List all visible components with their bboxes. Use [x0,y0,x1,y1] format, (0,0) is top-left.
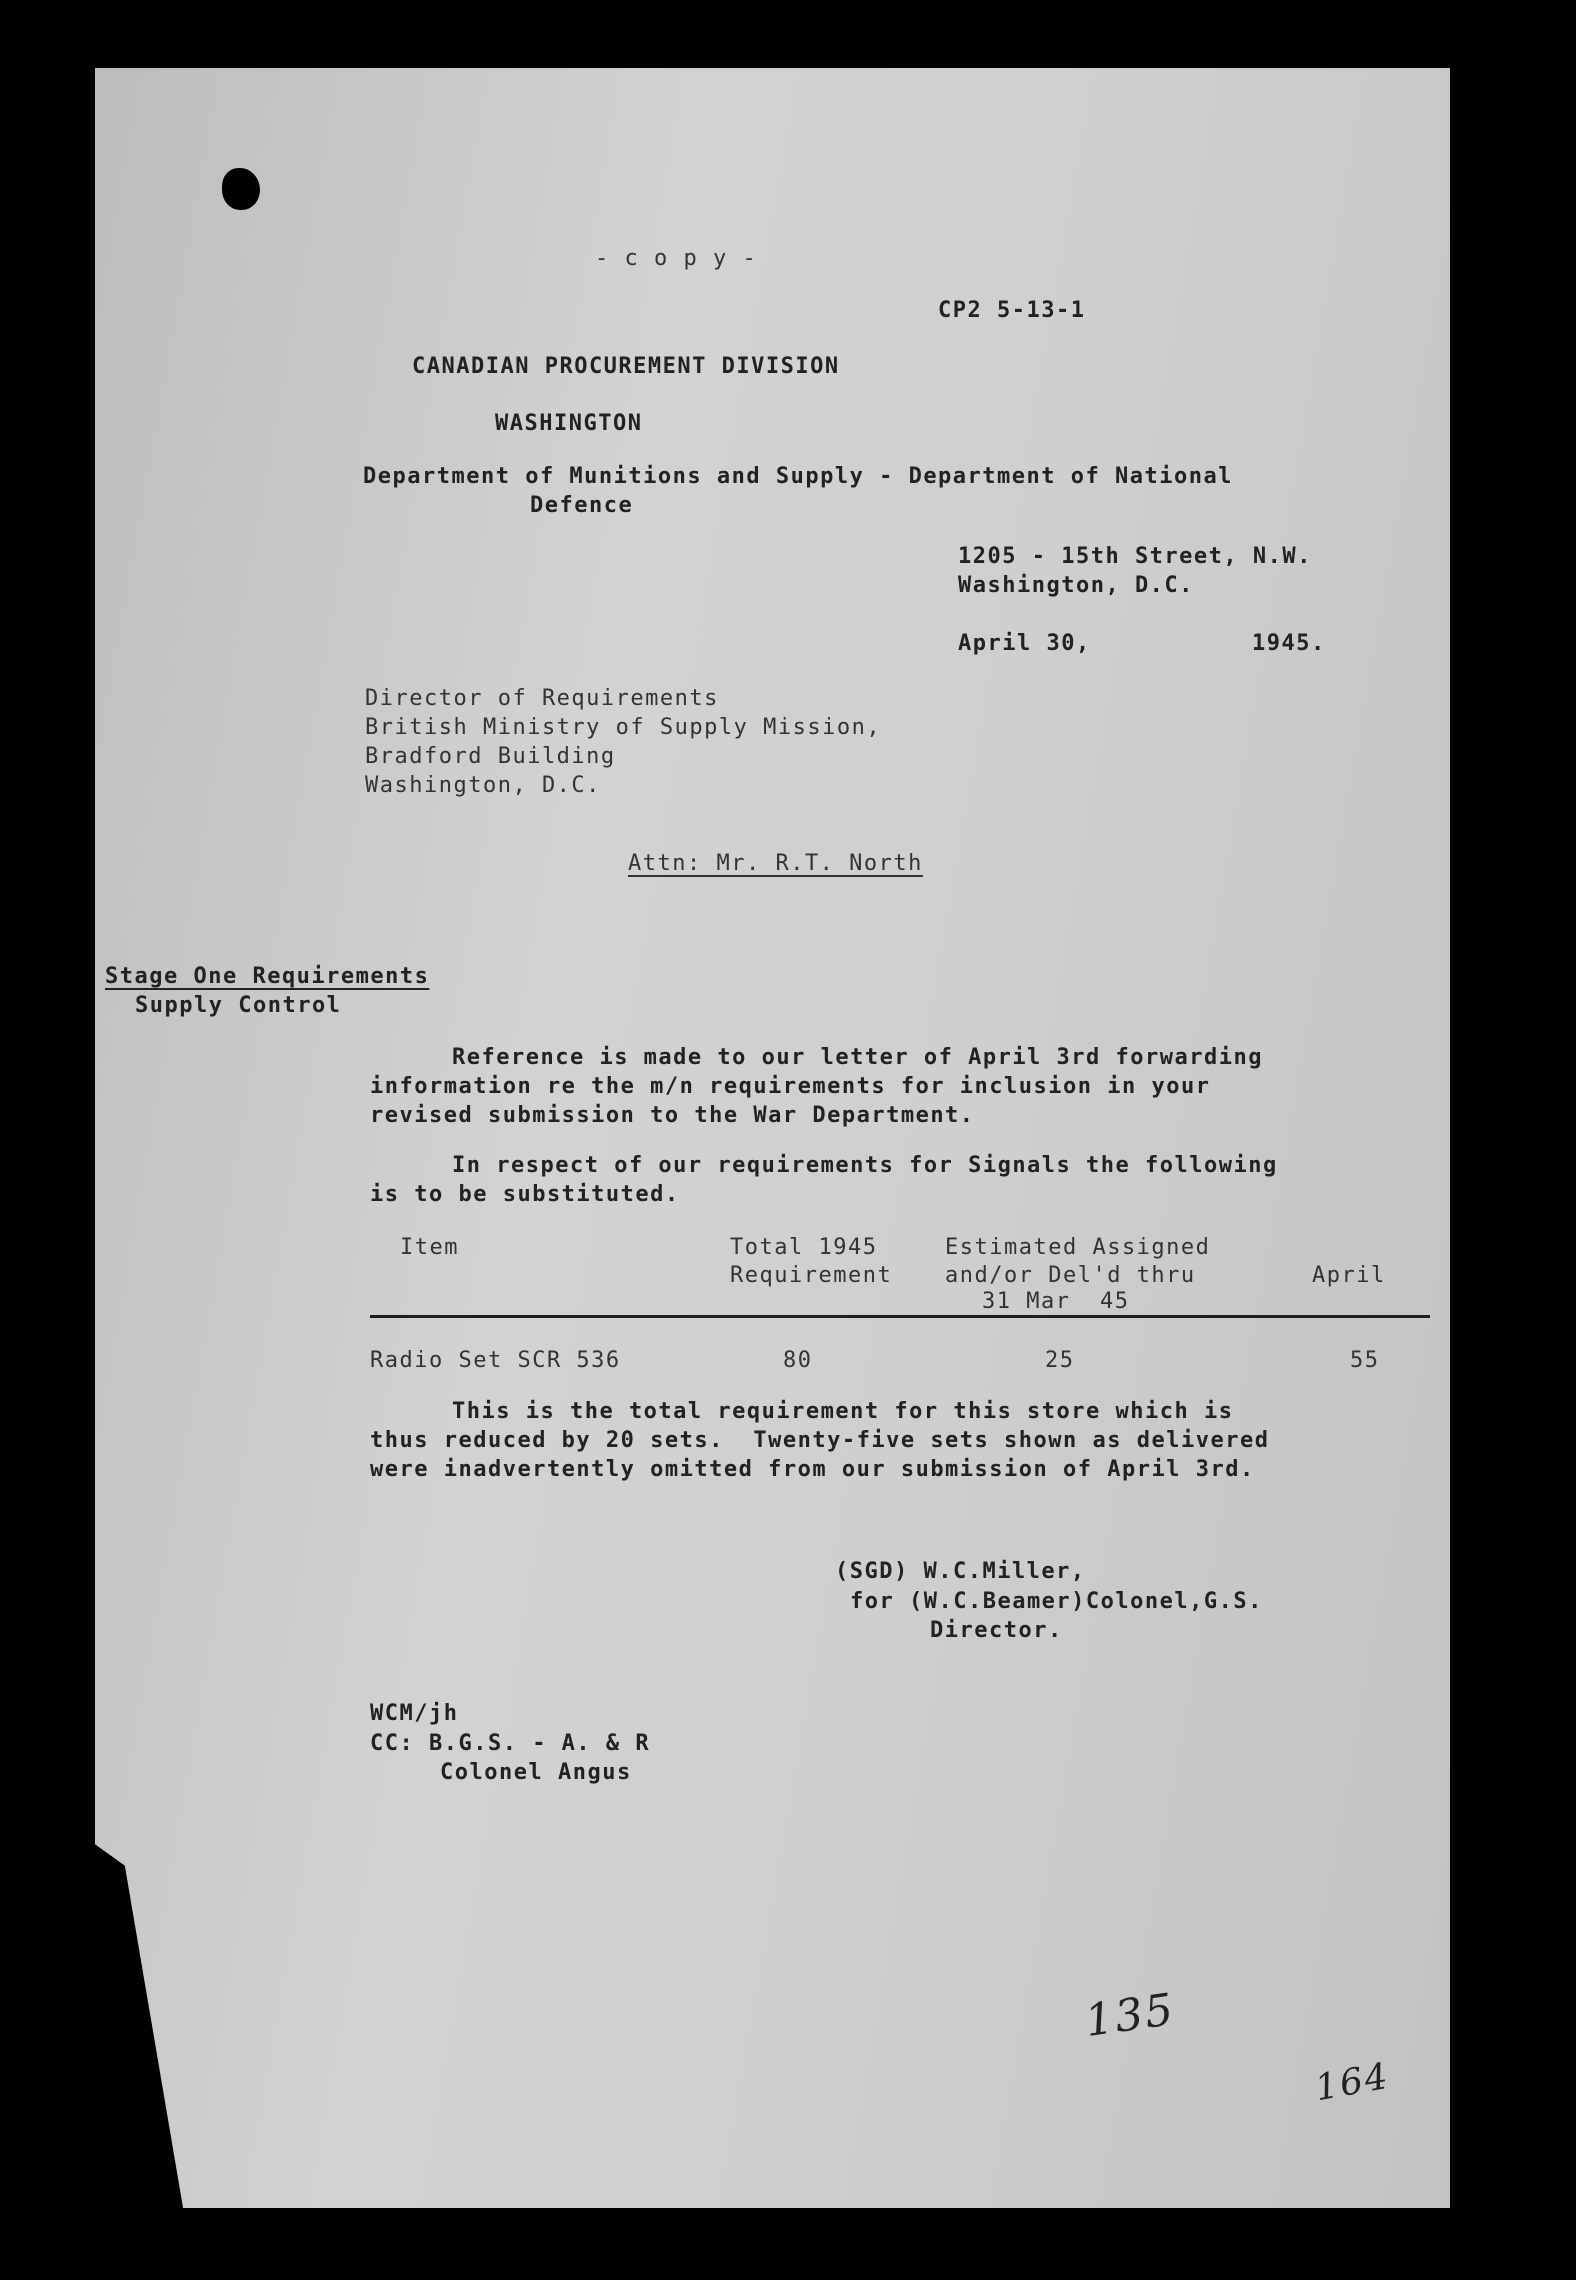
date-month-day: April 30, [958,631,1091,656]
signature-line: for (W.C.Beamer)Colonel,G.S. [850,1589,1263,1614]
recipient-line: Director of Requirements [365,686,719,711]
handwritten-page-number: 135 [1081,1983,1179,2048]
paragraph-line: This is the total requirement for this store which is [452,1399,1234,1424]
cell-estimated: 25 [1045,1348,1075,1373]
header-total-1: Total 1945 [730,1235,878,1260]
department-line-1: Department of Munitions and Supply - Department of National [363,464,1233,489]
department-line-2: Defence [530,493,634,518]
subject-line-1: Stage One Requirements [105,964,430,989]
organization-name: CANADIAN PROCUREMENT DIVISION [412,354,840,379]
paragraph-line: is to be substituted. [370,1182,680,1207]
organization-city: WASHINGTON [495,411,643,436]
header-item: Item [400,1235,459,1260]
paragraph-line: In respect of our requirements for Signals the following [452,1153,1278,1178]
recipient-line: Washington, D.C. [365,773,601,798]
subject-line-2: Supply Control [135,993,342,1018]
paragraph-line: thus reduced by 20 sets. Twenty-five sets shown as delivered [370,1428,1270,1453]
document-page [95,68,1450,2208]
date-year: 1945. [1252,631,1326,656]
cell-total: 80 [783,1348,813,1373]
recipient-line: British Ministry of Supply Mission, [365,715,882,740]
header-total-2: Requirement [730,1263,893,1288]
copy-mark: - c o p y - [595,246,758,271]
table-rule [370,1315,1430,1318]
paragraph-line: Reference is made to our letter of April 3rd forwarding [452,1045,1263,1070]
handwritten-corner-number: 164 [1312,2055,1393,2110]
header-estimated-1: Estimated Assigned [945,1235,1211,1260]
attention-line: Attn: Mr. R.T. North [628,851,923,876]
cell-item: Radio Set SCR 536 [370,1348,621,1373]
file-reference: CP2 5-13-1 [938,298,1086,323]
cc-line-2: Colonel Angus [440,1760,632,1785]
address-line-1: 1205 - 15th Street, N.W. [958,544,1312,569]
signature-line: (SGD) W.C.Miller, [835,1559,1086,1584]
cc-line-1: CC: B.G.S. - A. & R [370,1731,651,1756]
punch-hole [222,168,260,210]
header-estimated-3: 31 Mar 45 [982,1289,1130,1314]
typist-initials: WCM/jh [370,1701,459,1726]
paragraph-line: were inadvertently omitted from our submission of April 3rd. [370,1457,1255,1482]
header-estimated-2: and/or Del'd thru [945,1263,1196,1288]
signature-line: Director. [930,1618,1063,1643]
header-april: April [1312,1263,1386,1288]
cell-april: 55 [1350,1348,1380,1373]
recipient-line: Bradford Building [365,744,616,769]
address-line-2: Washington, D.C. [958,573,1194,598]
paragraph-line: information re the m/n requirements for inclusion in your [370,1074,1211,1099]
paragraph-line: revised submission to the War Department. [370,1103,975,1128]
